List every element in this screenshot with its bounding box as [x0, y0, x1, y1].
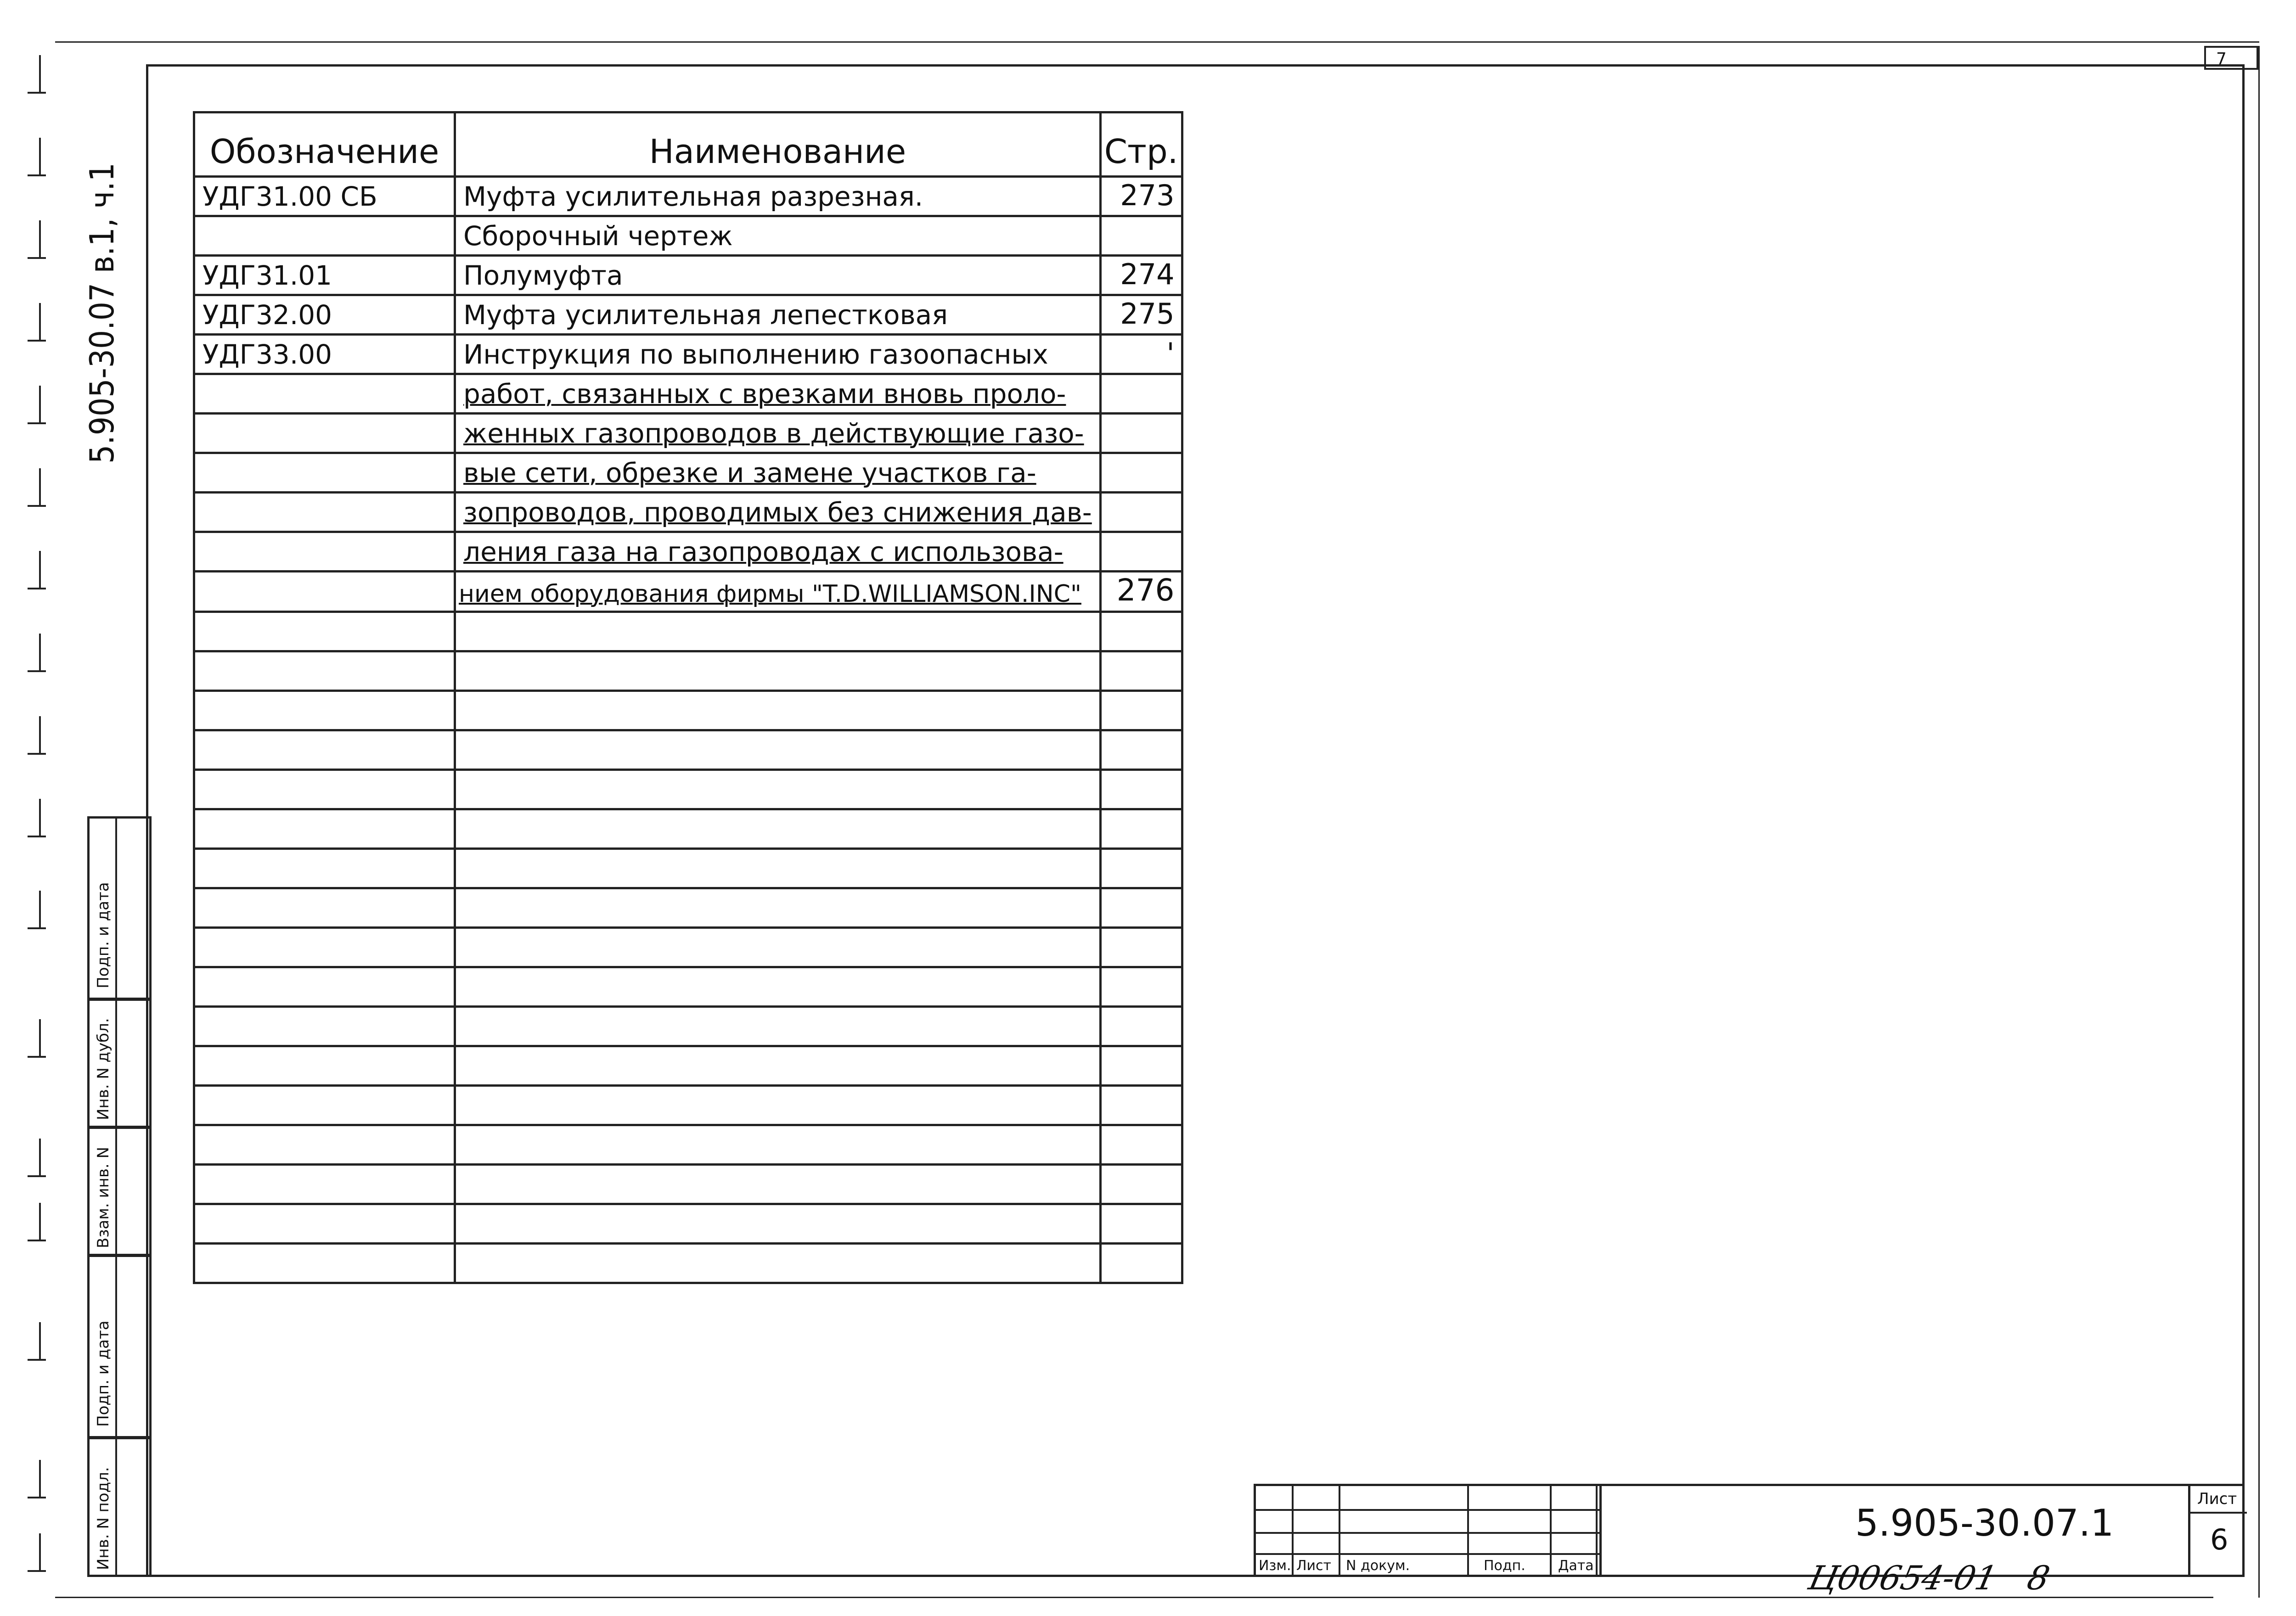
- header-page: Стр.: [1100, 112, 1182, 177]
- table-row: [194, 453, 1182, 493]
- row-name: Инструкция по выполнению газоопасных: [455, 335, 1101, 374]
- document-designation: 5.905-30.07.1: [1855, 1502, 2114, 1544]
- col-label-sheet: Лист: [1296, 1558, 1332, 1574]
- row-code: [194, 374, 455, 414]
- table-row-empty: [194, 651, 1182, 691]
- row-code: [194, 414, 455, 453]
- stamp-label: Взам. инв. N: [94, 1147, 113, 1248]
- table-row-empty: [194, 888, 1182, 928]
- header-name: Наименование: [455, 112, 1101, 177]
- stamp-cell-orig-inv: [87, 1437, 152, 1577]
- row-name: работ, связанных с врезками вновь проло-: [455, 374, 1101, 414]
- stamp-label: Инв. N дубл.: [94, 1018, 113, 1120]
- stamp-label: Инв. N подл.: [94, 1467, 113, 1570]
- table-row: [194, 572, 1182, 612]
- table-row: [194, 256, 1182, 295]
- row-code: УДГ31.01: [194, 256, 455, 295]
- table-row: [194, 295, 1182, 335]
- table-row-empty: [194, 928, 1182, 967]
- table-row: [194, 216, 1182, 256]
- table-row: [194, 374, 1182, 414]
- row-code: [194, 572, 455, 612]
- table-row: [194, 177, 1182, 216]
- table-row-empty: [194, 967, 1182, 1007]
- row-code: УДГ32.00: [194, 295, 455, 335]
- table-header-row: [194, 112, 1182, 177]
- header-designation: Обозначение: [194, 112, 455, 177]
- row-name: Полумуфта: [455, 256, 1101, 295]
- table-row-empty: [194, 1204, 1182, 1244]
- table-row-empty: [194, 1086, 1182, 1125]
- top-border-line: [55, 41, 2259, 43]
- row-name: женных газопроводов в действующие газо-: [455, 414, 1101, 453]
- side-document-code: 5.905-30.07 в.1, ч.1: [83, 163, 121, 464]
- contents-table: [193, 111, 1183, 1284]
- stamp-label: Подп. и дата: [94, 882, 113, 988]
- col-label-rev: Изм.: [1259, 1558, 1291, 1574]
- row-name: зопроводов, проводимых без снижения дав-: [455, 493, 1101, 532]
- row-page: [1100, 532, 1182, 572]
- row-page: 274: [1100, 256, 1182, 295]
- row-page: 273: [1100, 177, 1182, 216]
- row-code: УДГ33.00: [194, 335, 455, 374]
- table-row-empty: [194, 770, 1182, 809]
- table-row-empty: [194, 809, 1182, 849]
- table-row: [194, 532, 1182, 572]
- stamp-cell-repl-inv: [87, 1127, 152, 1256]
- row-code: [194, 532, 455, 572]
- corner-number-box: [2204, 46, 2258, 70]
- table-row: [194, 414, 1182, 453]
- row-page: [1100, 414, 1182, 453]
- col-label-sign: Подп.: [1484, 1558, 1525, 1574]
- table-row: [194, 335, 1182, 374]
- row-name: Муфта усилительная лепестковая: [455, 295, 1101, 335]
- row-page: [1100, 216, 1182, 256]
- table-row: [194, 493, 1182, 532]
- table-row-empty: [194, 1125, 1182, 1165]
- row-name: нием оборудования фирмы "T.D.WILLIAMSON.INC": [455, 572, 1101, 612]
- table-row-empty: [194, 1165, 1182, 1204]
- handwritten-archive-number: Ц00654-01 8: [1805, 1559, 2054, 1597]
- table-row-empty: [194, 730, 1182, 770]
- sheet-number: 6: [2210, 1523, 2228, 1556]
- row-code: [194, 493, 455, 532]
- row-page: [1100, 374, 1182, 414]
- stamp-cell-sign-date-2: [87, 1255, 152, 1438]
- row-code: [194, 453, 455, 493]
- row-code: УДГ31.00 СБ: [194, 177, 455, 216]
- right-border-line: [2258, 46, 2260, 1598]
- row-name: Сборочный чертеж: [455, 216, 1101, 256]
- row-name: ления газа на газопроводах с использова-: [455, 532, 1101, 572]
- row-page: [1100, 493, 1182, 532]
- row-code: [194, 216, 455, 256]
- table-row-empty: [194, 849, 1182, 888]
- stamp-cell-dup-inv: [87, 999, 152, 1128]
- row-page: [1100, 453, 1182, 493]
- stamp-label: Подп. и дата: [94, 1320, 113, 1427]
- col-label-doc: N докум.: [1346, 1558, 1410, 1574]
- row-name: вые сети, обрезке и замене участков га-: [455, 453, 1101, 493]
- row-page: ': [1100, 335, 1182, 374]
- sheet-label: Лист: [2197, 1490, 2237, 1508]
- row-name: Муфта усилительная разрезная.: [455, 177, 1101, 216]
- col-label-date: Дата: [1558, 1558, 1594, 1574]
- row-page: 276: [1100, 572, 1182, 612]
- title-block: [1254, 1484, 2245, 1577]
- table-row-empty: [194, 1046, 1182, 1086]
- table-row-empty: [194, 1007, 1182, 1046]
- stamp-cell-sign-date-1: [87, 816, 152, 1000]
- table-row-empty: [194, 691, 1182, 730]
- table-row-empty: [194, 612, 1182, 651]
- row-page: 275: [1100, 295, 1182, 335]
- corner-number: 7: [2216, 50, 2227, 68]
- table-row-empty: [194, 1244, 1182, 1283]
